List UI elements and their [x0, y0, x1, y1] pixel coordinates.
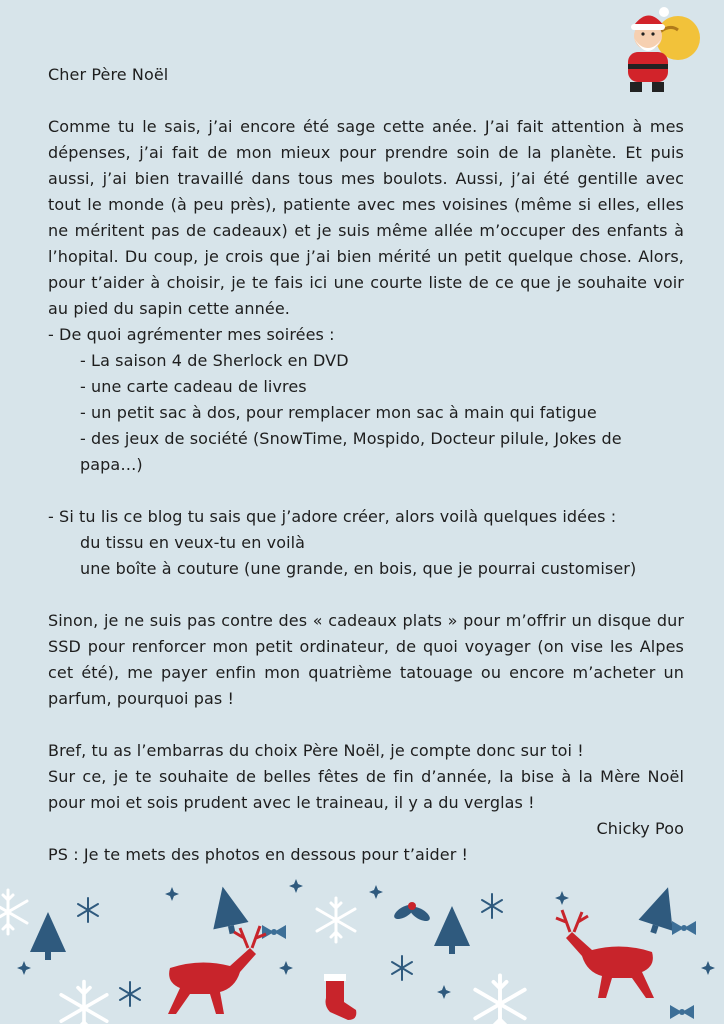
reindeer-icon: [556, 910, 654, 998]
stocking-icon: [324, 974, 356, 1020]
closing-line-1: Bref, tu as l’embarras du choix Père Noël, je compte donc sur toi !: [48, 741, 584, 760]
snowflake-icon: [475, 975, 524, 1024]
christmas-tree-icon: [30, 912, 66, 960]
star-icon: [165, 887, 179, 901]
closing-line-2: Sur ce, je te souhaite de belles fêtes de fin d’année, la bise à la Mère Noël pour moi et sois prudent avec le traineau, il y a du verglas !: [48, 767, 684, 812]
list-item: - un petit sac à dos, pour remplacer mon sac à main qui fatigue: [80, 403, 597, 422]
snowflake-icon: [392, 956, 412, 980]
list-item: - des jeux de société (SnowTime, Mospido, Docteur pilule, Jokes de papa…): [80, 429, 622, 474]
creative-gift-list: [48, 530, 684, 582]
list-item: - La saison 4 de Sherlock en DVD: [80, 351, 349, 370]
list-item: - une carte cadeau de livres: [80, 377, 307, 396]
star-icon: [17, 961, 31, 975]
list-item: une boîte à couture (une grande, en bois, que je pourrai customiser): [80, 559, 637, 578]
bow-icon: [262, 925, 286, 939]
reindeer-icon: [168, 926, 266, 1014]
holly-icon: [392, 902, 432, 924]
letter-body: [48, 62, 684, 868]
snowflake-icon: [120, 982, 140, 1006]
list1-heading: - De quoi agrémenter mes soirées :: [48, 325, 335, 344]
star-icon: [279, 961, 293, 975]
intro-paragraph: Comme tu le sais, j’ai encore été sage cette anée. J’ai fait attention à mes dépenses, j’ai fait de mon mieux pour prendre soin de la planète. Et puis aussi, j’ai bien travaillé dans tous mes boulots. Aussi, j’ai été gentille avec tout le monde (à peu près), patiente avec mes voisines (même si elles, elles ne méritent pas de cadeaux) et je suis même allée m’occuper des enfants à l’hopital. Du coup, je crois que j’ai bien mérité un petit quelque chose. Alors, pour t’aider à choisir, je te fais ici une courte liste de ce que je souhaite voir au pied du sapin cette année.: [48, 117, 684, 318]
postscript: PS : Je te mets des photos en dessous pour t’aider !: [48, 845, 469, 864]
star-icon: [437, 985, 451, 999]
star-icon: [555, 891, 569, 905]
bow-icon: [670, 1005, 694, 1019]
star-icon: [289, 879, 303, 893]
snowflake-icon: [61, 982, 107, 1024]
snowflake-icon: [78, 898, 98, 922]
christmas-decor-footer: [0, 872, 724, 1024]
flat-gifts-paragraph: Sinon, je ne suis pas contre des « cadeaux plats » pour m’offrir un disque dur SSD pour renforcer mon petit ordinateur, de quoi voyager (on vise les Alpes cet été), me payer enfin mon quatrième tatouage ou encore m’acheter un parfum, pourquoi pas !: [48, 611, 684, 708]
list-item: du tissu en veux-tu en voilà: [80, 533, 306, 552]
star-icon: [701, 961, 715, 975]
list2-heading: - Si tu lis ce blog tu sais que j’adore créer, alors voilà quelques idées :: [48, 507, 617, 526]
christmas-tree-icon: [205, 883, 250, 937]
snowflake-icon: [0, 890, 27, 934]
evening-gift-list: [48, 348, 684, 478]
greeting: Cher Père Noël: [48, 65, 169, 84]
signature: Chicky Poo: [596, 819, 684, 838]
christmas-tree-icon: [434, 906, 470, 954]
snowflake-icon: [317, 898, 355, 942]
star-icon: [369, 885, 383, 899]
snowflake-icon: [482, 894, 502, 918]
bow-icon: [672, 921, 696, 935]
